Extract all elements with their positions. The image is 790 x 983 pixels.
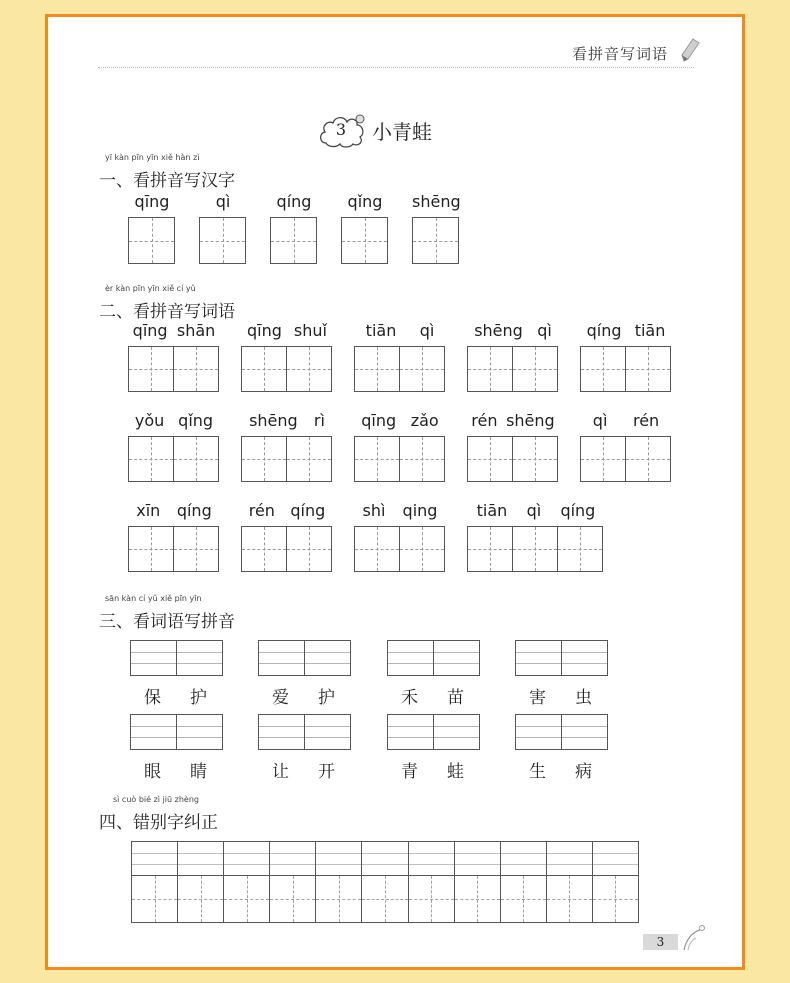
pinyin-write-grid [130, 640, 223, 676]
tianzi-grid [128, 526, 219, 572]
s2-pinyin [128, 411, 220, 431]
write-cell[interactable] [199, 217, 246, 264]
syllable: qì [526, 501, 542, 520]
tianzi-grid [354, 346, 445, 392]
tianzi-grid [467, 346, 558, 392]
write-cell[interactable] [128, 436, 174, 482]
word-character: 苗 [447, 688, 464, 708]
correction-pinyin-cell[interactable] [593, 842, 638, 875]
s2-pinyin [467, 321, 559, 341]
write-cell[interactable] [173, 526, 219, 572]
pinyin-cell[interactable] [130, 714, 177, 750]
correction-pinyin-cell[interactable] [409, 842, 455, 875]
correction-pinyin-cell[interactable] [501, 842, 547, 875]
syllable: shēng [474, 321, 523, 340]
write-cell[interactable] [354, 436, 400, 482]
s2-pinyin [580, 411, 672, 431]
correction-char-cell[interactable] [362, 876, 408, 922]
syllable: rì [313, 411, 325, 430]
syllable: qíng [290, 501, 326, 520]
correction-char-cell[interactable] [316, 876, 362, 922]
s1-item [412, 192, 460, 264]
correction-char-cell[interactable] [409, 876, 455, 922]
section-4-pinyin: sì cuò bié zì jiū zhèng [113, 795, 199, 804]
write-cell[interactable] [580, 436, 626, 482]
correction-grid [131, 841, 639, 923]
pinyin-cell[interactable] [176, 714, 223, 750]
word-character: 爱 [272, 688, 289, 708]
s2-word-item [467, 411, 559, 486]
s2-pinyin [467, 411, 559, 431]
write-cell[interactable] [241, 346, 287, 392]
correction-char-cell[interactable] [547, 876, 593, 922]
write-cell[interactable] [512, 526, 558, 572]
s2-word-item [354, 321, 446, 396]
write-cell[interactable] [354, 526, 400, 572]
syllable: qì [592, 411, 608, 430]
header-title: 看拼音写词语 [571, 45, 668, 63]
header-divider [98, 67, 694, 68]
page-number: 3 [643, 934, 678, 950]
pinyin-cell[interactable] [130, 640, 177, 676]
syllable: rén [632, 411, 660, 430]
write-cell[interactable] [580, 346, 626, 392]
s1-item [199, 192, 247, 264]
word-character: 护 [190, 688, 207, 708]
section-2-heading [99, 284, 235, 322]
write-cell[interactable] [557, 526, 603, 572]
pinyin-write-grid [515, 640, 608, 676]
word-character: 保 [144, 688, 161, 708]
lesson-number: 3 [335, 120, 347, 139]
tianzi-grid [270, 217, 317, 264]
word-character: 病 [575, 762, 592, 782]
syllable: qíng [560, 501, 596, 520]
write-cell[interactable] [625, 436, 671, 482]
word-character: 睛 [190, 762, 207, 782]
pinyin-cell[interactable] [304, 714, 351, 750]
correction-pinyin-row [132, 842, 638, 876]
pinyin-cell[interactable] [258, 714, 305, 750]
syllable: shì [362, 501, 386, 520]
pinyin-cell[interactable] [258, 640, 305, 676]
syllable: qīng [361, 411, 397, 430]
tianzi-grid [467, 526, 603, 572]
syllable: shēng [506, 411, 555, 430]
word-character: 开 [318, 762, 335, 782]
pinyin-write-grid [387, 640, 480, 676]
write-cell[interactable] [467, 526, 513, 572]
section-2-title: 二、看拼音写词语 [99, 302, 235, 322]
correction-char-cell[interactable] [455, 876, 501, 922]
s1-item [128, 192, 176, 264]
s1-pinyin: shēng [412, 192, 461, 211]
write-cell[interactable] [270, 217, 317, 264]
section-1-heading [99, 153, 235, 191]
syllable: qì [419, 321, 435, 340]
tianzi-grid [128, 346, 219, 392]
section-1-pinyin: yī kàn pīn yīn xiě hàn zì [105, 153, 200, 162]
write-cell[interactable] [286, 346, 332, 392]
pinyin-cell[interactable] [515, 640, 562, 676]
word-character: 虫 [575, 688, 592, 708]
word-character: 眼 [144, 762, 161, 782]
s2-word-item [241, 501, 333, 576]
syllable: tiān [365, 321, 397, 340]
word-character: 禾 [401, 688, 418, 708]
syllable: yǒu [134, 411, 165, 430]
swirl-decoration-icon [680, 922, 710, 952]
tianzi-grid [354, 436, 445, 482]
syllable: qíng [176, 501, 212, 520]
s2-word-item [128, 411, 220, 486]
tianzi-grid [128, 217, 175, 264]
correction-pinyin-cell[interactable] [362, 842, 408, 875]
correction-pinyin-cell[interactable] [455, 842, 501, 875]
write-cell[interactable] [625, 346, 671, 392]
syllable: tiān [476, 501, 508, 520]
correction-pinyin-cell[interactable] [132, 842, 178, 875]
word-character: 蛙 [447, 762, 464, 782]
s2-pinyin [467, 501, 605, 521]
tianzi-grid [412, 217, 459, 264]
cloud-badge [318, 113, 368, 147]
pinyin-write-grid [258, 714, 351, 750]
syllable: xīn [136, 501, 161, 520]
write-cell[interactable] [354, 346, 400, 392]
word-character: 害 [529, 688, 546, 708]
s2-pinyin [128, 321, 220, 341]
pencil-icon [680, 37, 700, 63]
lesson-title [318, 112, 432, 148]
syllable: qīng [132, 321, 168, 340]
tianzi-grid [341, 217, 388, 264]
s2-pinyin [580, 321, 672, 341]
write-cell[interactable] [128, 217, 175, 264]
lesson-name: 小青蛙 [372, 119, 432, 144]
syllable: shān [176, 321, 216, 340]
correction-pinyin-cell[interactable] [224, 842, 270, 875]
s2-word-item [354, 411, 446, 486]
syllable: rén [471, 411, 498, 430]
s2-word-item [354, 501, 446, 576]
syllable: rén [248, 501, 275, 520]
write-cell[interactable] [286, 436, 332, 482]
syllable: shuǐ [293, 321, 327, 340]
s1-pinyin: qì [215, 192, 231, 211]
s1-item [270, 192, 318, 264]
word-character: 青 [401, 762, 418, 782]
pinyin-write-grid [515, 714, 608, 750]
s2-word-item [580, 321, 672, 396]
write-cell[interactable] [128, 346, 174, 392]
syllable: shēng [249, 411, 298, 430]
syllable: qǐng [178, 411, 214, 430]
word-character: 生 [529, 762, 546, 782]
write-cell[interactable] [512, 346, 558, 392]
pinyin-cell[interactable] [433, 640, 480, 676]
write-cell[interactable] [399, 526, 445, 572]
s2-pinyin [128, 501, 220, 521]
tianzi-grid [241, 346, 332, 392]
tianzi-grid [580, 346, 671, 392]
section-3-title: 三、看词语写拼音 [99, 612, 235, 632]
correction-char-cell[interactable] [501, 876, 547, 922]
pinyin-cell[interactable] [561, 714, 608, 750]
pinyin-write-grid [387, 714, 480, 750]
s2-word-item [128, 321, 220, 396]
write-cell[interactable] [173, 346, 219, 392]
section-1-title: 一、看拼音写汉字 [99, 171, 235, 191]
s2-word-item [467, 501, 605, 576]
s2-word-item [241, 321, 333, 396]
correction-pinyin-cell[interactable] [270, 842, 316, 875]
pinyin-cell[interactable] [304, 640, 351, 676]
pinyin-write-grid [130, 714, 223, 750]
correction-char-cell[interactable] [593, 876, 638, 922]
correction-char-cell[interactable] [132, 876, 178, 922]
s2-pinyin [241, 411, 333, 431]
pinyin-cell[interactable] [561, 640, 608, 676]
section-3-pinyin: sān kàn cí yǔ xiě pīn yīn [105, 594, 202, 603]
word-character: 护 [318, 688, 335, 708]
write-cell[interactable] [412, 217, 459, 264]
worksheet-page [45, 14, 745, 970]
pinyin-cell[interactable] [515, 714, 562, 750]
s1-item [341, 192, 389, 264]
s2-word-item [128, 501, 220, 576]
correction-char-cell[interactable] [270, 876, 316, 922]
s2-pinyin [354, 321, 446, 341]
s2-pinyin [354, 501, 446, 521]
correction-pinyin-cell[interactable] [178, 842, 224, 875]
correction-pinyin-cell[interactable] [316, 842, 362, 875]
s1-pinyin: qīng [134, 192, 170, 211]
syllable: zǎo [410, 411, 439, 430]
correction-character-row [132, 876, 638, 922]
syllable: qīng [247, 321, 282, 340]
correction-char-cell[interactable] [178, 876, 224, 922]
s2-word-item [241, 411, 333, 486]
s1-pinyin: qǐng [347, 192, 383, 211]
write-cell[interactable] [341, 217, 388, 264]
write-cell[interactable] [399, 346, 445, 392]
pinyin-cell[interactable] [387, 714, 434, 750]
tianzi-grid [580, 436, 671, 482]
pinyin-cell[interactable] [176, 640, 223, 676]
write-cell[interactable] [467, 436, 513, 482]
s2-word-item [580, 411, 672, 486]
write-cell[interactable] [467, 346, 513, 392]
write-cell[interactable] [241, 526, 287, 572]
pinyin-write-grid [258, 640, 351, 676]
tianzi-grid [128, 436, 219, 482]
s2-pinyin [241, 321, 333, 341]
s2-word-item [467, 321, 559, 396]
write-cell[interactable] [128, 526, 174, 572]
section-4-title: 四、错别字纠正 [99, 813, 218, 833]
s1-pinyin: qíng [276, 192, 312, 211]
syllable: qing [402, 501, 438, 520]
syllable: qíng [586, 321, 622, 340]
pinyin-cell[interactable] [433, 714, 480, 750]
write-cell[interactable] [286, 526, 332, 572]
pinyin-cell[interactable] [387, 640, 434, 676]
section-4-heading [99, 795, 218, 833]
tianzi-grid [241, 526, 332, 572]
correction-char-cell[interactable] [224, 876, 270, 922]
correction-pinyin-cell[interactable] [547, 842, 593, 875]
tianzi-grid [241, 436, 332, 482]
word-character: 让 [272, 762, 289, 782]
s2-pinyin [241, 501, 333, 521]
write-cell[interactable] [241, 436, 287, 482]
syllable: tiān [634, 321, 666, 340]
write-cell[interactable] [512, 436, 558, 482]
write-cell[interactable] [173, 436, 219, 482]
section-2-pinyin: èr kàn pīn yīn xiě cí yǔ [105, 284, 196, 293]
tianzi-grid [199, 217, 246, 264]
syllable: qì [537, 321, 552, 340]
tianzi-grid [354, 526, 445, 572]
section-3-heading [99, 594, 235, 632]
tianzi-grid [467, 436, 558, 482]
write-cell[interactable] [399, 436, 445, 482]
s2-pinyin [354, 411, 446, 431]
